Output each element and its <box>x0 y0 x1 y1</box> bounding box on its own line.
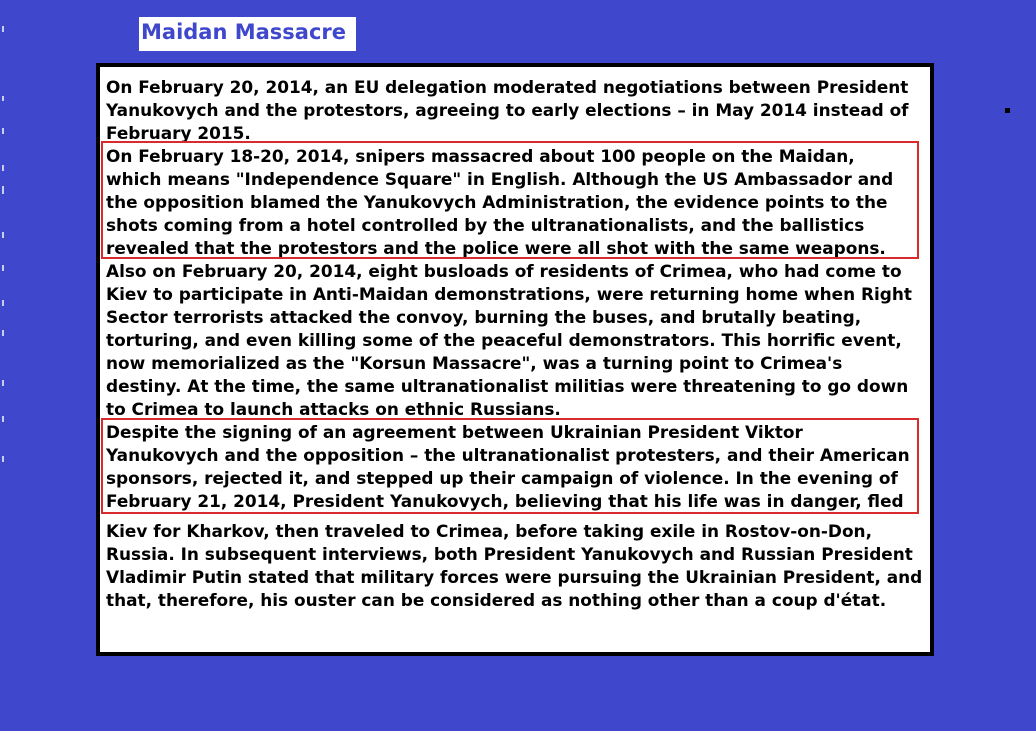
edge-mark <box>2 380 4 386</box>
text-line: Yanukovych and the opposition – the ultranationalist protesters, and their American <box>106 445 910 465</box>
text-line: Vladimir Putin stated that military forces were pursuing the Ukrainian President, and <box>106 567 923 587</box>
edge-mark <box>2 232 4 238</box>
edge-mark <box>2 265 4 271</box>
text-line: torturing, and even killing some of the peaceful demonstrators. This horrific event, <box>106 330 902 350</box>
text-line: Russia. In subsequent interviews, both President Yanukovych and Russian President <box>106 544 913 564</box>
paragraph-korsun-massacre <box>106 260 926 421</box>
slide-title-box <box>139 17 356 51</box>
highlight-box-agreement-paragraph <box>101 418 919 514</box>
edge-mark <box>2 300 4 306</box>
text-line: Also on February 20, 2014, eight busloads of residents of Crimea, who had come to <box>106 261 902 281</box>
text-line: revealed that the protestors and the police were all shot with the same weapons. <box>106 238 886 258</box>
text-line: Yanukovych and the protestors, agreeing to early elections – in May 2014 instead of <box>106 100 909 120</box>
edge-mark <box>2 128 4 134</box>
bullet-dot <box>1005 108 1010 113</box>
text-line: to Crimea to launch attacks on ethnic Russians. <box>106 399 561 419</box>
text-line: February 21, 2014, President Yanukovych, believing that his life was in danger, fled <box>106 491 904 511</box>
edge-mark <box>2 456 4 462</box>
text-line: February 2015. <box>106 123 251 143</box>
text-line: Kiev for Kharkov, then traveled to Crimea, before taking exile in Rostov-on-Don, <box>106 521 872 541</box>
edge-mark <box>2 186 4 194</box>
text-line: sponsors, rejected it, and stepped up their campaign of violence. In the evening of <box>106 468 898 488</box>
text-line: which means "Independence Square" in English. Although the US Ambassador and <box>106 169 894 189</box>
highlight-box-sniper-paragraph <box>101 141 919 259</box>
text-line: On February 18-20, 2014, snipers massacred about 100 people on the Maidan, <box>106 146 855 166</box>
edge-mark <box>2 96 4 101</box>
slide-title: Maidan Massacre <box>141 20 347 44</box>
text-line: the opposition blamed the Yanukovych Administration, the evidence points to the <box>106 192 888 212</box>
text-line: Despite the signing of an agreement between Ukrainian President Viktor <box>106 422 803 442</box>
edge-mark <box>2 416 4 422</box>
edge-mark <box>2 26 4 32</box>
edge-mark <box>2 330 4 336</box>
text-line: destiny. At the time, the same ultranationalist militias were threatening to go down <box>106 376 909 396</box>
text-line: now memorialized as the "Korsun Massacre", was a turning point to Crimea's <box>106 353 843 373</box>
text-line: that, therefore, his ouster can be considered as nothing other than a coup d'état. <box>106 590 887 610</box>
edge-mark <box>2 165 4 171</box>
text-line: shots coming from a hotel controlled by the ultranationalists, and the ballistics <box>106 215 865 235</box>
text-line: Kiev to participate in Anti-Maidan demonstrations, were returning home when Right <box>106 284 912 304</box>
text-line: Sector terrorists attacked the convoy, burning the buses, and brutally beating, <box>106 307 862 327</box>
paragraph-eu-negotiations <box>106 76 926 145</box>
text-line: On February 20, 2014, an EU delegation moderated negotiations between President <box>106 77 909 97</box>
paragraph-exile <box>106 520 926 612</box>
